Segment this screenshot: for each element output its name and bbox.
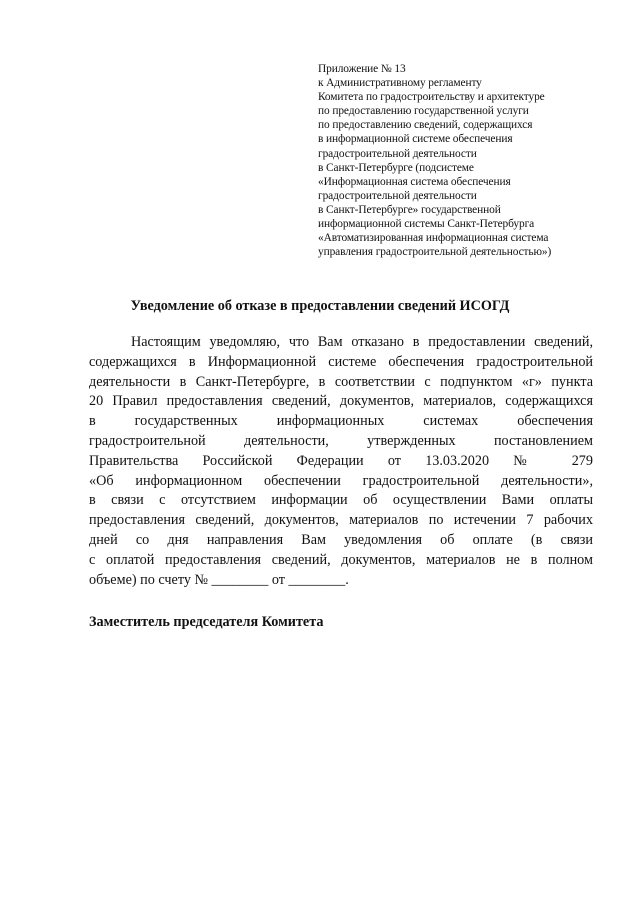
appendix-line: управления градостроительной деятельностью»): [318, 246, 552, 259]
appendix-line: информационной системы Санкт-Петербурга: [318, 218, 535, 231]
body-line: в связи с отсутствием информации об осуществлении Вами оплаты: [89, 492, 593, 509]
appendix-line: в Санкт-Петербурге (подсистеме: [318, 161, 474, 174]
body-line: градостроительной деятельности, утвержденных постановлением: [89, 432, 593, 449]
appendix-line: в Санкт-Петербурге» государственной: [318, 203, 501, 216]
appendix-line: по предоставлению сведений, содержащихся: [318, 119, 533, 132]
body-line: в государственных информационных системах обеспечения: [89, 413, 593, 430]
body-line: содержащихся в Информационной системе обеспечения градостроительной: [89, 353, 593, 370]
body-line: предоставления сведений, документов, материалов по истечении 7 рабочих: [89, 512, 593, 529]
appendix-line: «Информационная система обеспечения: [318, 175, 511, 188]
appendix-line: в информационной системе обеспечения: [318, 133, 513, 146]
appendix-line: Комитета по градостроительству и архитектуре: [318, 91, 545, 104]
document-title: Уведомление об отказе в предоставлении сведений ИСОГД: [130, 298, 510, 314]
body-line: дней со дня направления Вам уведомления об оплате (в связи: [89, 531, 593, 548]
appendix-line: градостроительной деятельности: [318, 189, 477, 202]
body-line: с оплатой предоставления сведений, документов, материалов не в полном: [89, 551, 593, 568]
body-line: Правительства Российской Федерации от 13.03.2020 № 279: [89, 452, 593, 469]
appendix-line: по предоставлению государственной услуги: [318, 105, 529, 118]
appendix-line: Приложение № 13: [318, 63, 406, 75]
appendix-line: «Автоматизированная информационная система: [318, 232, 549, 245]
signature-title: Заместитель председателя Комитета: [89, 614, 324, 630]
body-line: «Об информационном обеспечении градостроительной деятельности»,: [89, 472, 593, 489]
document-body: [89, 333, 593, 590]
body-line: Настоящим уведомляю, что Вам отказано в предоставлении сведений,: [131, 334, 593, 350]
body-line: 20 Правил предоставления сведений, документов, материалов, содержащихся: [89, 393, 593, 410]
body-line: объеме) по счету № ________ от ________.: [89, 571, 349, 588]
body-line: деятельности в Санкт-Петербурге, в соответствии с подпунктом «г» пункта: [89, 373, 593, 390]
appendix-line: градостроительной деятельности: [318, 147, 477, 160]
appendix-header: [318, 62, 618, 259]
appendix-line: к Административному регламенту: [318, 77, 482, 90]
